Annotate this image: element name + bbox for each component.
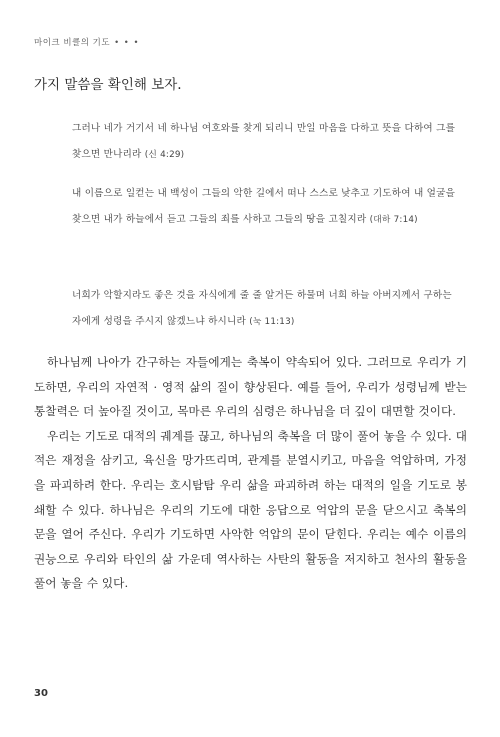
quote-reference: (신 4:29) [144, 150, 185, 160]
scripture-quote [72, 283, 464, 335]
quote-text: 내 이름으로 일컫는 내 백성이 그들의 악한 길에서 떠나 스스로 낮추고 기도하여 내 얼굴을 찾으면 내가 하늘에서 듣고 그들의 죄를 사하고 그들의 땅을 고칠지라 [72, 188, 456, 225]
header-dots: • • • [114, 38, 140, 48]
body-paragraph: 하나님께 나아가 간구하는 자들에게는 축복이 약속되어 있다. 그러므로 우리가 기도하면, 우리의 자연적 · 영적 삶의 질이 향상된다. 예를 들어, 우리가 성령님께 받는 통찰력은 더 높아질 것이고, 목마른 우리의 심령은 하나님을 더 깊이 대면할 것이다. [34, 355, 467, 419]
quote-reference: (대하 7:14) [369, 215, 418, 225]
scripture-quote [72, 181, 464, 233]
quote-text: 그러나 네가 거기서 네 하나님 여호와를 찾게 되리니 만일 마음을 다하고 뜻을 다하여 그를 찾으면 만나리라 [72, 123, 456, 160]
page-number: 30 [34, 688, 48, 699]
scripture-quote [72, 116, 464, 168]
intro-line: 가지 말씀을 확인해 보자. [34, 77, 182, 93]
body-paragraph: 우리는 기도로 대적의 궤계를 끊고, 하나님의 축복을 더 많이 풀어 놓을 수 있다. 대적은 재정을 삼키고, 육신을 망가뜨리며, 관계를 분열시키고, 마음을 억압하며, 가정을 파괴하려 한다. 우리는 호시탐탐 우리 삶을 파괴하려 하는 대적의 일을 기도로 봉쇄할 수 있다. 하나님은 우리의 기도에 대한 응답으로 억압의 문을 닫으시고 축복의 문을 열어 주신다. 우리가 기도하면 사악한 억압의 문이 닫힌다. 우리는 예수 이름의 권능으로 우리와 타인의 삶 가운데 역사하는 사탄의 활동을 저지하고 천사의 활동을 풀어 놓을 수 있다. [34, 428, 467, 591]
running-title: 마이크 비클의 기도 [34, 38, 111, 48]
running-header [34, 36, 140, 48]
body-text [34, 350, 467, 596]
quote-text: 너희가 악할지라도 좋은 것을 자식에게 줄 줄 알거든 하물며 너희 하늘 아버지께서 구하는 자에게 성령을 주시지 않겠느냐 하시니라 [72, 290, 452, 327]
quote-reference: (눅 11:13) [249, 317, 295, 327]
